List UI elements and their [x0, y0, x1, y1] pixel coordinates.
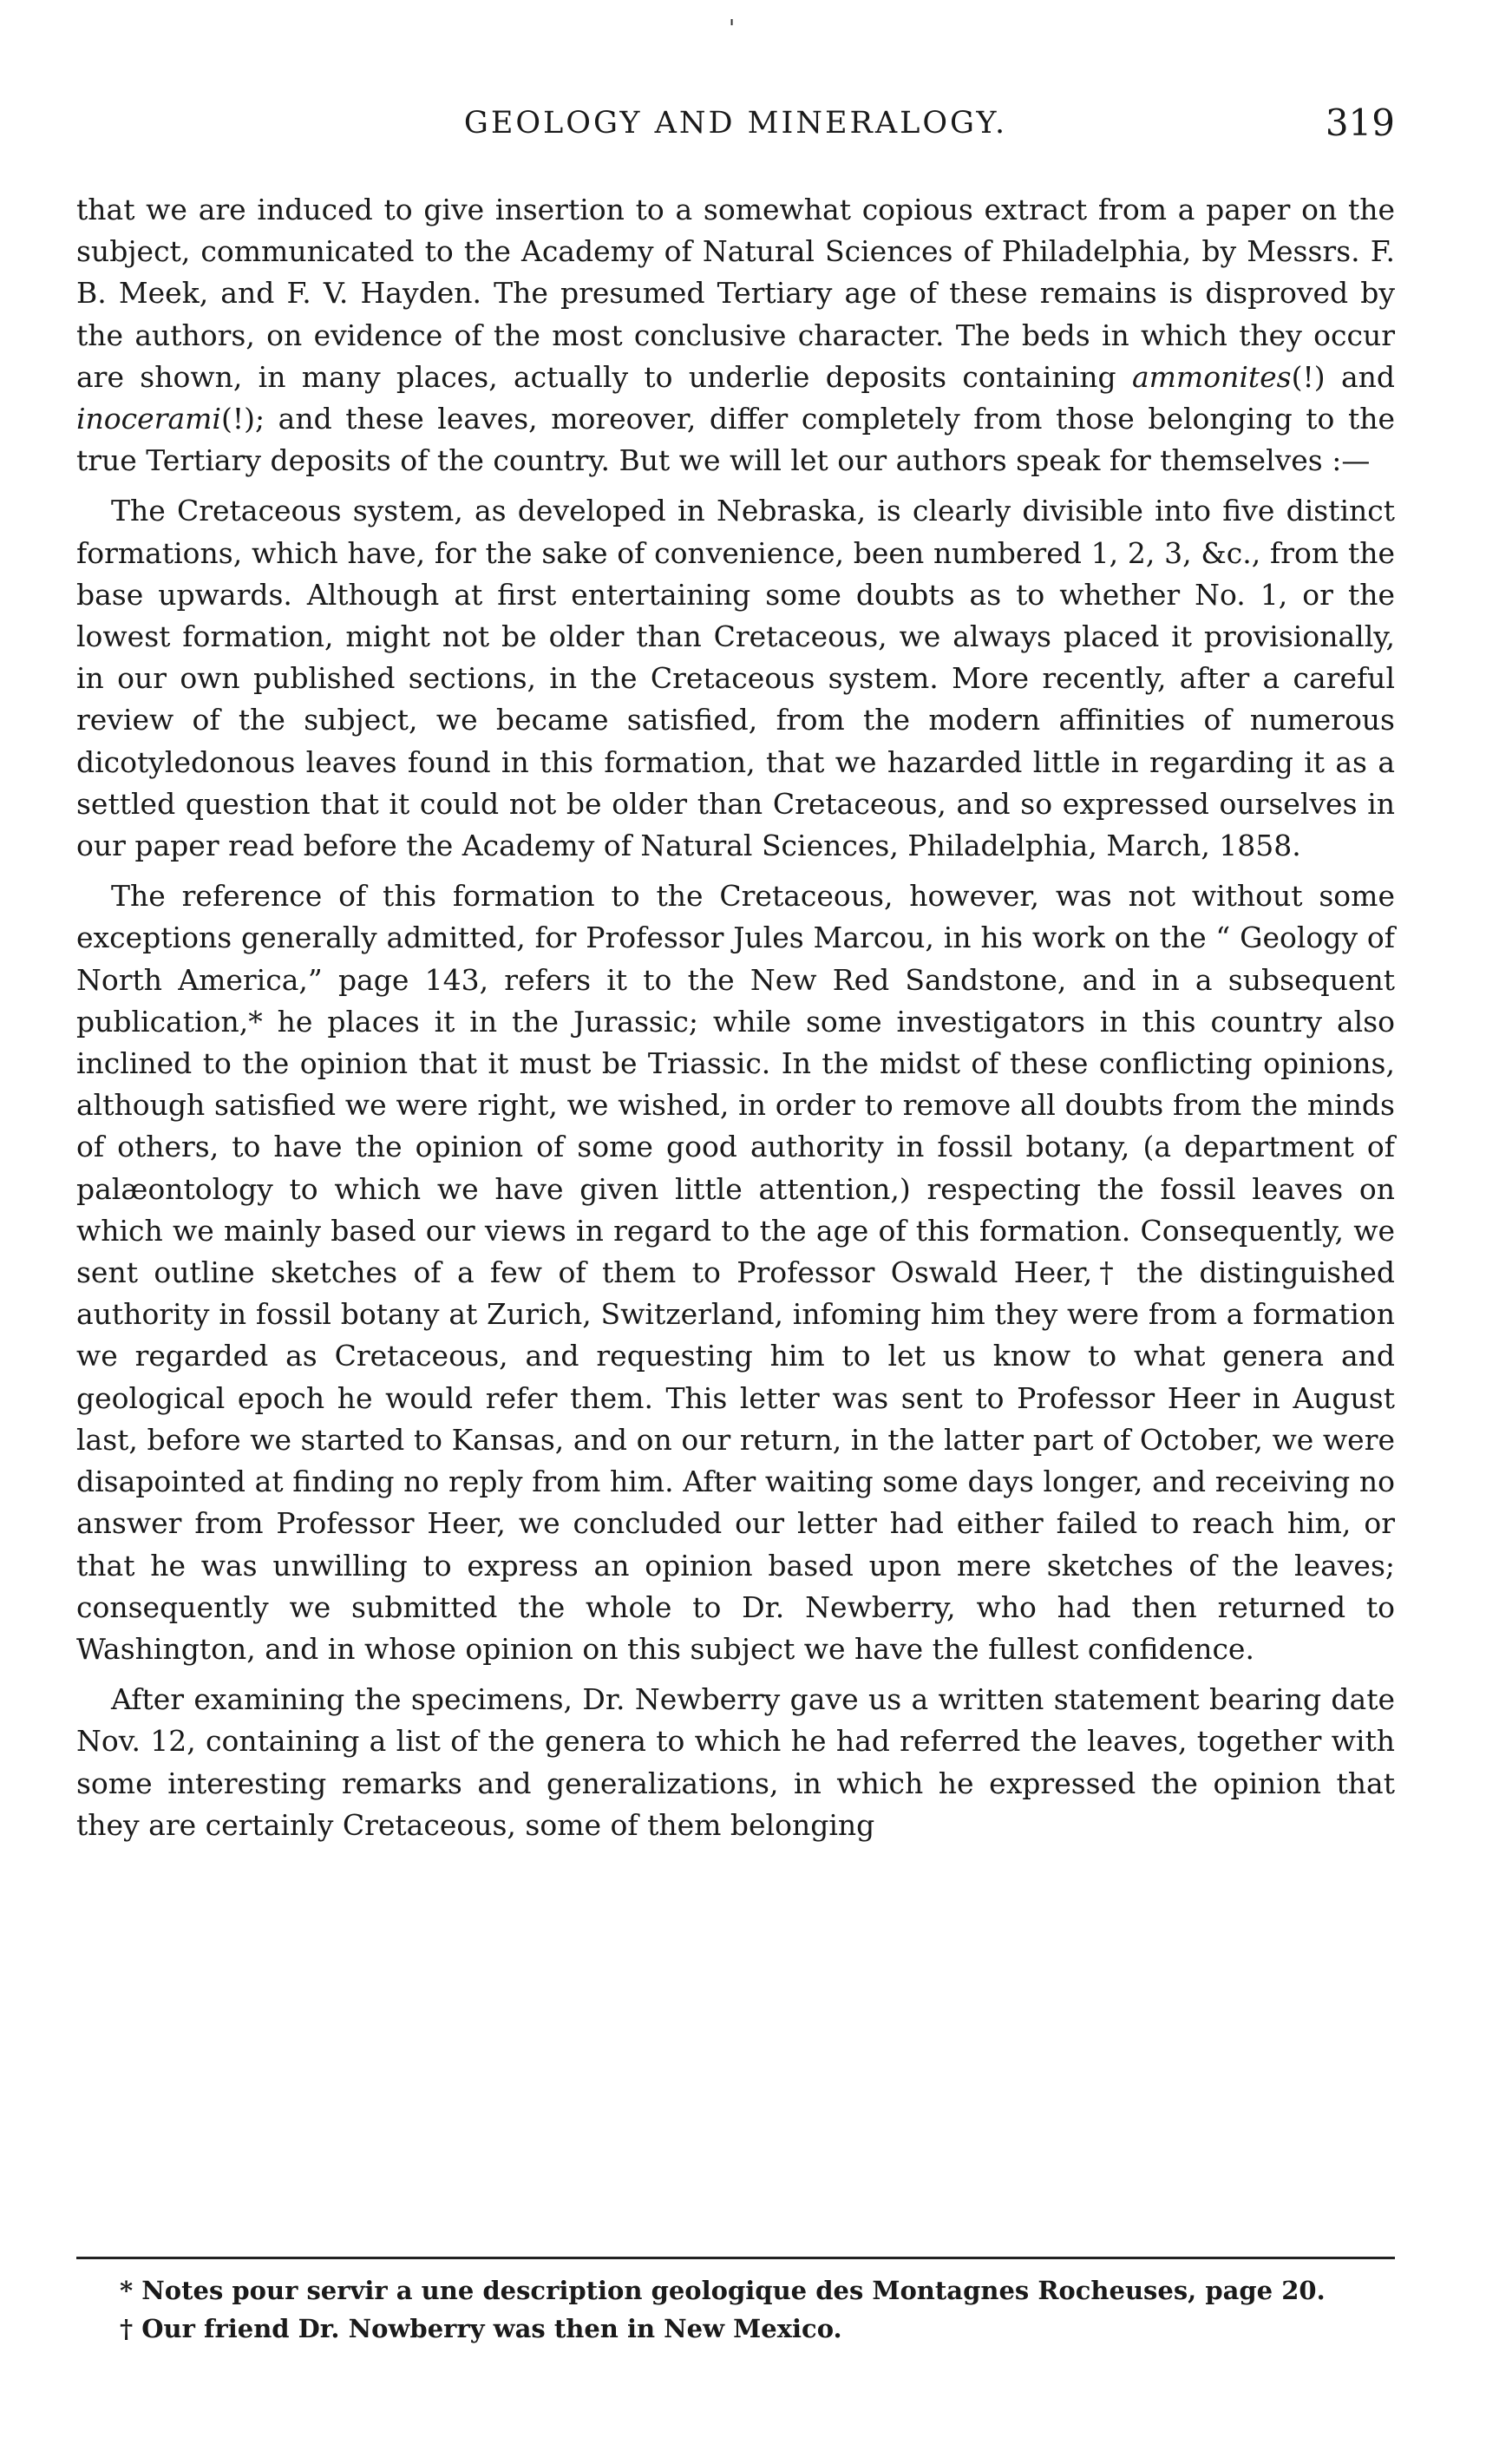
body-text — [76, 189, 1395, 1855]
text-run: (!); and these leaves, moreover, differ completely from those belonging to the true Tertiary deposits of the country. But we will let our authors speak for themselves :— — [76, 402, 1395, 478]
text-run: The Cretaceous system, as developed in Nebraska, is clearly divisible into five distinct formations, which have, for the sake of convenience, been numbered 1, 2, 3, &c., from the base upwards. Although at first entertaining some doubts as to whether No. 1, or the lowest formation, might not be older than Cretaceous, we always placed it provisionally, in our own published sections, in the Cretaceous system. More recently, after a careful review of the subject, we became satisfied, from the modern affinities of numerous dicotyledonous leaves found in this formation, that we hazarded little in regarding it as a settled question that it could not be older than Cretaceous, and so expressed ourselves in our paper read before the Academy of Natural Sciences, Philadelphia, March, 1858. — [76, 494, 1395, 863]
page-header — [76, 97, 1395, 149]
footnote-1: * Notes pour servir a une description geologique des Montagnes Rocheuses, page 20. — [120, 2276, 1326, 2305]
page-number: 319 — [1325, 102, 1395, 144]
footnote-2: † Our friend Dr. Nowberry was then in New Mexico. — [120, 2314, 842, 2343]
text-run: that we are induced to give insertion to a somewhat copious extract from a paper on the subject, communicated to the Academy of Natural Sciences of Philadelphia, by Messrs. F. B. Meek, and F. V. Hayden. The presumed Tertiary age of these remains is disproved by the authors, on evidence of the most conclusive character. The beds in which they occur are shown, in many places, actually to underlie deposits containing — [76, 193, 1395, 394]
paragraph-4 — [76, 1679, 1395, 1846]
paragraph-3 — [76, 875, 1395, 1670]
text-run: After examining the specimens, Dr. Newberry gave us a written statement bearing date Nov. 12, containing a list of the genera to which he had referred the leaves, together with some interesting remarks and generalizations, in which he expressed the opinion that they are certainly Cretaceous, some of them belonging — [76, 1682, 1395, 1842]
footnote-rule — [76, 2257, 1395, 2259]
text-run: (!) and — [1291, 359, 1395, 394]
italic-term: inocerami — [76, 402, 221, 436]
book-page — [76, 0, 1395, 2464]
running-head: GEOLOGY AND MINERALOGY. — [463, 106, 1008, 141]
italic-term: ammonites — [1131, 359, 1292, 394]
footnotes — [120, 2271, 1386, 2348]
paragraph-1 — [76, 189, 1395, 482]
stray-mark: ' — [729, 16, 736, 42]
text-run: The reference of this formation to the Cretaceous, however, was not without some exceptions generally admitted, for Professor Jules Marcou, in his work on the “ Geology of North America,” page 143, refers it to the New Red Sandstone, and in a subsequent publication,* he places it in the Jurassic; while some investigators in this country also inclined to the opinion that it must be Triassic. In the midst of these conflicting opinions, although satisfied we were right, we wished, in order to remove all doubts from the minds of others, to have the opinion of some good authority in fossil botany, (a department of palæontology to which we have given little attention,) respecting the fossil leaves on which we mainly based our views in regard to the age of this formation. Consequently, we sent outline sketches of a few of them to Professor Oswald Heer,† the distinguished authority in fossil botany at Zurich, Switzerland, infoming him they were from a formation we regarded as Cretaceous, and requesting him to let us know to what genera and geological epoch he would refer them. This letter was sent to Professor Heer in August last, before we started to Kansas, and on our return, in the latter part of October, we were disapointed at finding no reply from him. After waiting some days longer, and receiving no answer from Professor Heer, we concluded our letter had either failed to reach him, or that he was unwilling to express an opinion based upon mere sketches of the leaves; consequently we submitted the whole to Dr. Newberry, who had then returned to Washington, and in whose opinion on this subject we have the fullest confidence. — [76, 879, 1395, 1666]
paragraph-2 — [76, 490, 1395, 867]
